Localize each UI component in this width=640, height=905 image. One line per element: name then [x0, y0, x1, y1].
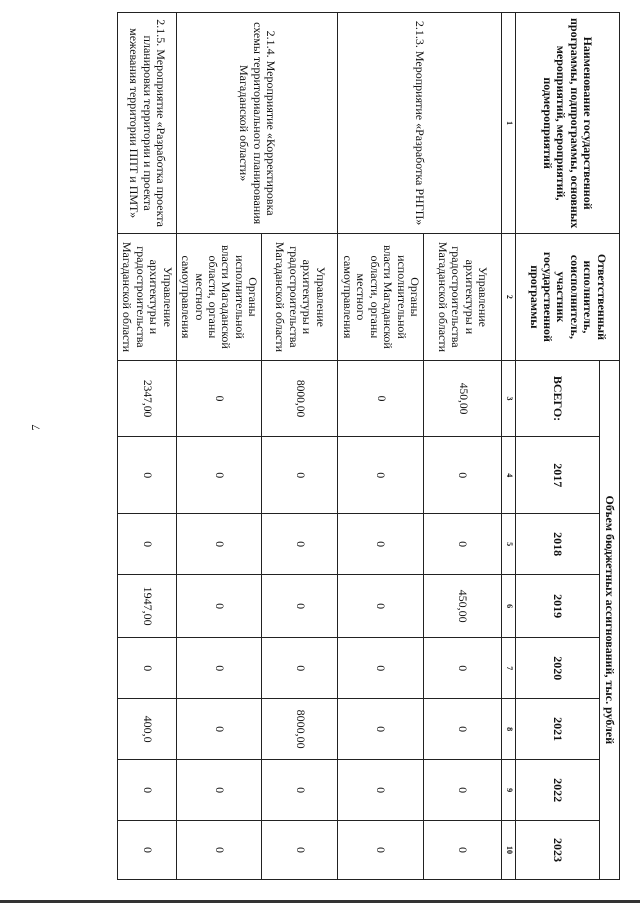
responsible-cell: Управление архитектуры и градостроительства Магаданской области — [118, 234, 177, 360]
value-cell: 0 — [338, 360, 424, 437]
value-cell: 450,00 — [424, 360, 502, 437]
value-cell: 0 — [424, 514, 502, 575]
value-cell: 0 — [424, 638, 502, 699]
activity-name: 2.1.3. Мероприятие «Разработка РНГП» — [338, 13, 502, 234]
value-cell: 8000,00 — [262, 699, 338, 760]
header-year: 2021 — [516, 699, 600, 760]
value-cell: 0 — [176, 699, 262, 760]
index-row — [502, 13, 516, 880]
value-cell: 2347,00 — [118, 360, 177, 437]
header-year: 2019 — [516, 575, 600, 638]
value-cell: 0 — [338, 575, 424, 638]
value-cell: 400,0 — [118, 699, 177, 760]
value-cell: 0 — [338, 699, 424, 760]
page-bottom-rule — [0, 900, 640, 903]
table-row — [424, 13, 502, 880]
value-cell: 0 — [176, 514, 262, 575]
header-year: 2023 — [516, 821, 600, 880]
value-cell: 0 — [424, 821, 502, 880]
value-cell: 0 — [262, 821, 338, 880]
value-cell: 0 — [176, 437, 262, 514]
value-cell: 0 — [262, 760, 338, 821]
value-cell: 0 — [176, 575, 262, 638]
activity-name: 2.1.4. Мероприятие «Корректировка схемы территориального планирования Магаданской области» — [176, 13, 338, 234]
header-responsible: Ответственный исполнитель, соисполнитель, участник государственной программы — [516, 234, 620, 360]
value-cell: 0 — [424, 437, 502, 514]
value-cell: 0 — [262, 575, 338, 638]
value-cell: 0 — [338, 821, 424, 880]
value-cell: 0 — [118, 821, 177, 880]
value-cell: 0 — [176, 760, 262, 821]
header-total: ВСЕГО: — [516, 360, 600, 437]
index-cell: 1 — [502, 13, 516, 234]
value-cell: 0 — [338, 514, 424, 575]
responsible-cell: Органы исполнительной власти Магаданской области, органы местного самоуправления — [176, 234, 262, 360]
value-cell: 0 — [176, 821, 262, 880]
header-name: Наименование государственной программы, подпрограммы, основных мероприятий, мероприятий, подмероприятий — [516, 13, 620, 234]
activity-name: 2.1.5. Мероприятие «Разработка проекта планировки территории и проекта межевания территории ППТ и ПМТ» — [118, 13, 177, 234]
value-cell: 0 — [262, 638, 338, 699]
value-cell: 1947,00 — [118, 575, 177, 638]
value-cell: 0 — [118, 760, 177, 821]
value-cell: 0 — [424, 699, 502, 760]
index-cell: 5 — [502, 514, 516, 575]
responsible-cell: Управление архитектуры и градостроительства Магаданской области — [262, 234, 338, 360]
rotated-table-wrapper — [120, 12, 620, 880]
value-cell: 0 — [118, 514, 177, 575]
value-cell: 0 — [118, 638, 177, 699]
value-cell: 0 — [338, 760, 424, 821]
page-number: 7 — [28, 424, 43, 431]
budget-table — [117, 12, 620, 880]
value-cell: 450,00 — [424, 575, 502, 638]
table-row — [118, 13, 177, 880]
index-cell: 9 — [502, 760, 516, 821]
index-cell: 10 — [502, 821, 516, 880]
header-year: 2020 — [516, 638, 600, 699]
index-cell: 8 — [502, 699, 516, 760]
value-cell: 0 — [262, 514, 338, 575]
value-cell: 0 — [176, 638, 262, 699]
value-cell: 0 — [176, 360, 262, 437]
value-cell: 0 — [338, 437, 424, 514]
index-cell: 6 — [502, 575, 516, 638]
value-cell: 8000,00 — [262, 360, 338, 437]
value-cell: 0 — [118, 437, 177, 514]
header-budget-group: Объем бюджетных ассигнований, тыс. рублей — [600, 360, 620, 879]
responsible-cell: Управление архитектуры и градостроительства Магаданской области — [424, 234, 502, 360]
responsible-cell: Органы исполнительной власти Магаданской области, органы местного самоуправления — [338, 234, 424, 360]
header-year: 2018 — [516, 514, 600, 575]
header-year: 2022 — [516, 760, 600, 821]
value-cell: 0 — [262, 437, 338, 514]
table-row — [262, 13, 338, 880]
index-cell: 2 — [502, 234, 516, 360]
value-cell: 0 — [424, 760, 502, 821]
value-cell: 0 — [338, 638, 424, 699]
index-cell: 3 — [502, 360, 516, 437]
header-year: 2017 — [516, 437, 600, 514]
index-cell: 4 — [502, 437, 516, 514]
index-cell: 7 — [502, 638, 516, 699]
